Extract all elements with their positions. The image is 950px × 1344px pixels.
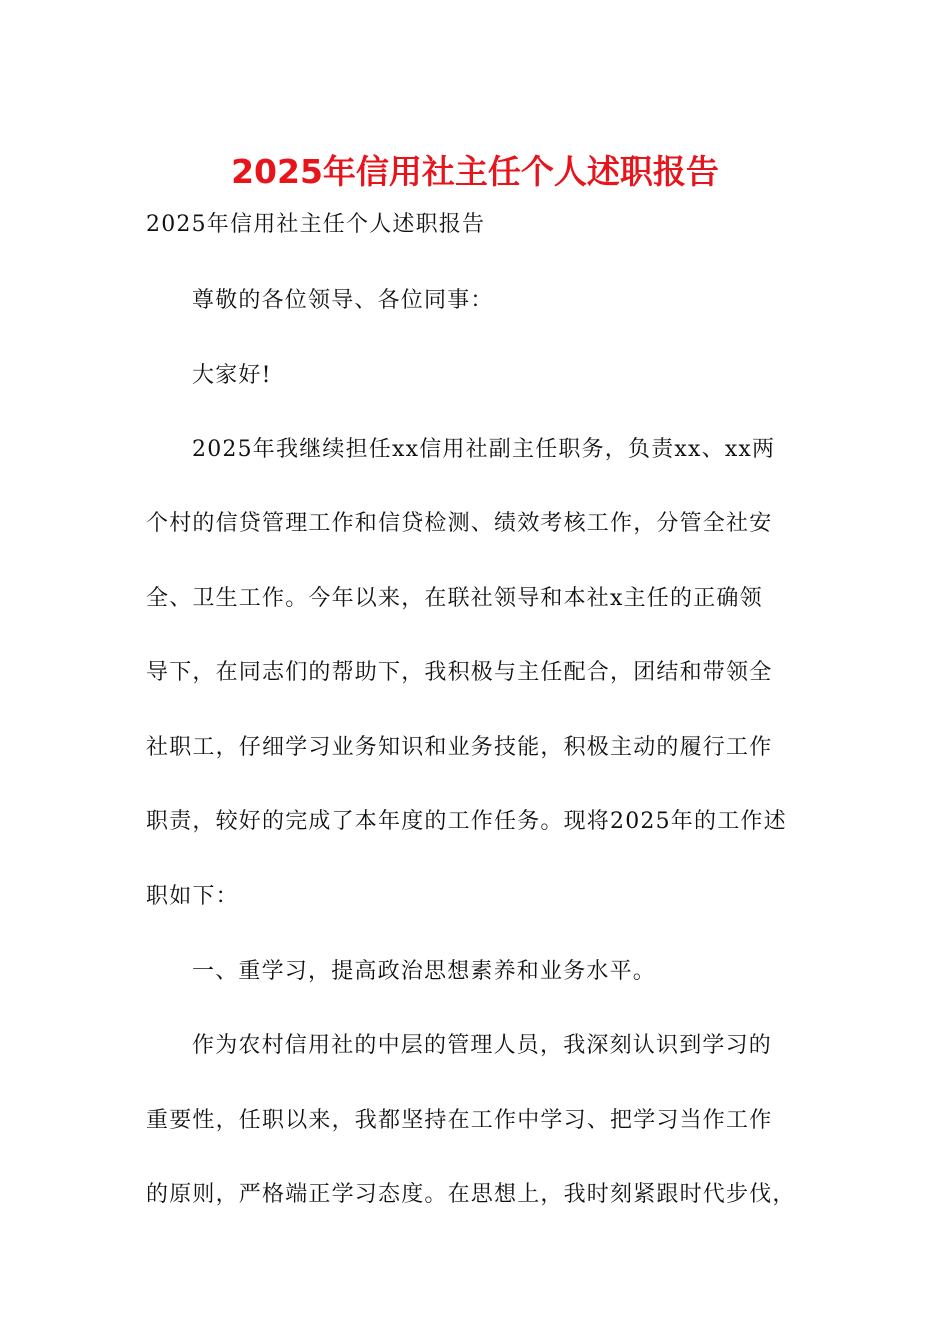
paragraph-line: 职责，较好的完成了本年度的工作任务。现将2025年的工作述 [146,809,787,834]
paragraph-line: 个村的信贷管理工作和信贷检测、绩效考核工作，分管全社安 [146,511,773,536]
document-subtitle: 2025年信用社主任个人述职报告 [146,212,486,237]
paragraph-line: 的原则，严格端正学习态度。在思想上，我时刻紧跟时代步伐， [146,1182,796,1207]
document-title: 2025年信用社主任个人述职报告 [231,152,719,191]
paragraph-line: 社职工，仔细学习业务知识和业务技能，积极主动的履行工作 [146,735,773,760]
paragraph-line: 2025年我继续担任xx信用社副主任职务，负责xx、xx两 [192,437,776,462]
paragraph-line: 重要性，任职以来，我都坚持在工作中学习、把学习当作工作 [146,1108,773,1133]
paragraph-line: 全、卫生工作。今年以来，在联社领导和本社x主任的正确领 [146,586,763,611]
paragraph-line: 职如下： [146,884,239,909]
section-heading: 一、重学习，提高政治思想素养和业务水平。 [192,959,657,984]
paragraph-line: 作为农村信用社的中层的管理人员，我深刻认识到学习的 [192,1033,773,1058]
paragraph-line: 导下，在同志们的帮助下，我积极与主任配合，团结和带领全 [146,660,773,685]
salutation-line: 尊敬的各位领导、各位同事： [192,288,494,313]
greeting-line: 大家好! [192,363,272,388]
